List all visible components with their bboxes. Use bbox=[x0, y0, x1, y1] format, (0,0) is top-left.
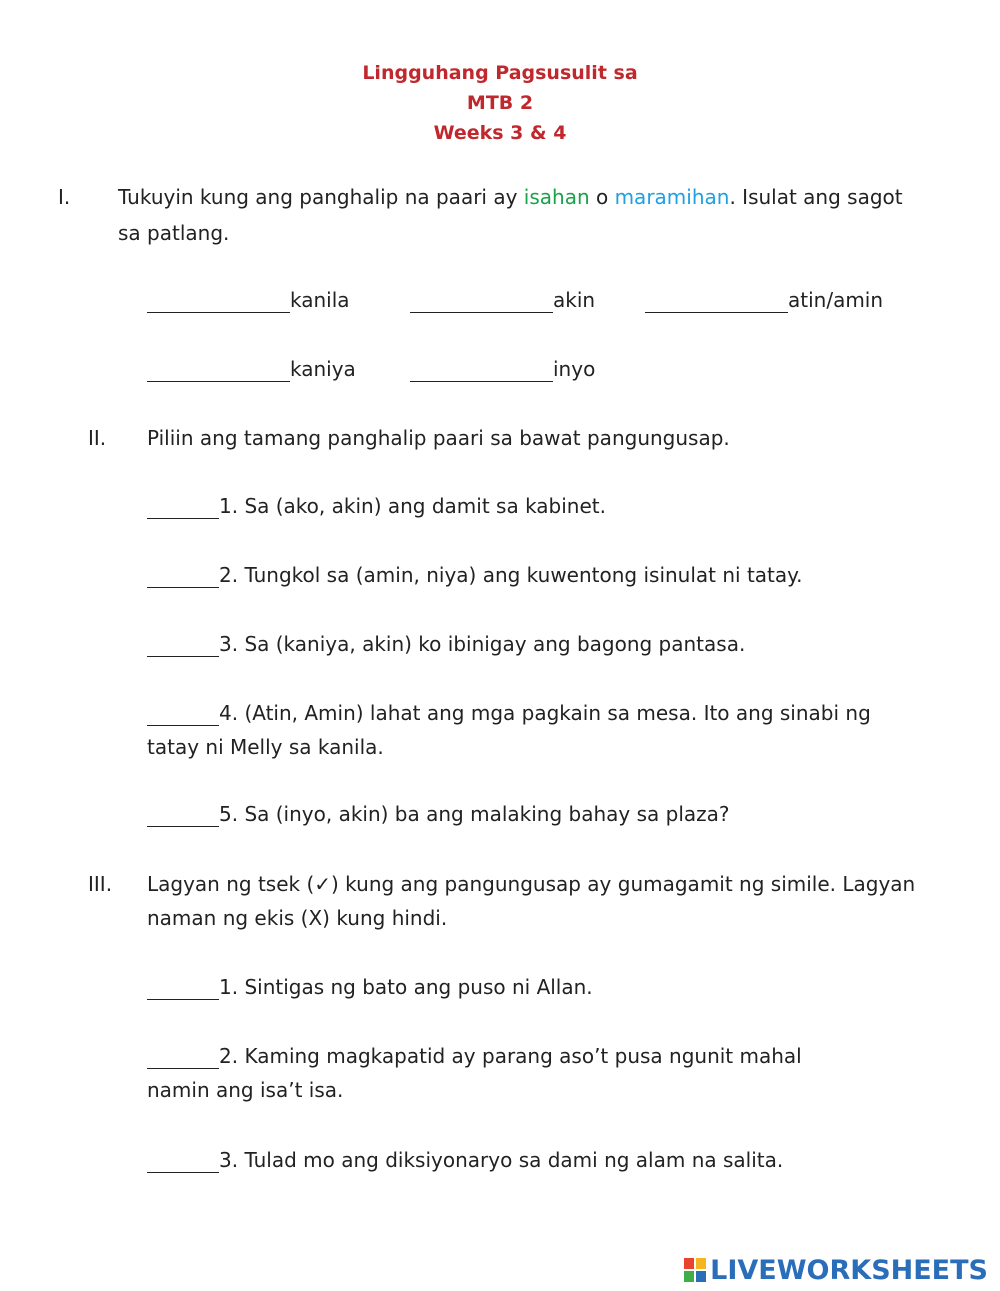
instruction-text-o: o bbox=[589, 185, 615, 209]
question-item bbox=[147, 489, 606, 523]
title-line-2: MTB 2 bbox=[466, 92, 534, 114]
question-text: 3. Sa (kaniya, akin) ko ibinigay ang bagong pantasa. bbox=[219, 632, 746, 656]
question-text: 5. Sa (inyo, akin) ba ang malaking bahay sa plaza? bbox=[219, 802, 730, 826]
answer-item-atin-amin bbox=[645, 283, 883, 317]
answer-item-kaniya bbox=[147, 352, 356, 386]
word-label: atin/amin bbox=[788, 288, 884, 312]
logo-square-red bbox=[684, 1258, 694, 1269]
answer-blank[interactable] bbox=[410, 357, 553, 382]
answer-item-kanila bbox=[147, 283, 350, 317]
section-1-numeral: I. bbox=[58, 185, 71, 209]
question-text: 3. Tulad mo ang diksiyonaryo sa dami ng alam na salita. bbox=[219, 1148, 784, 1172]
word-maramihan: maramihan bbox=[614, 185, 730, 209]
question-text: 1. Sintigas ng bato ang puso ni Allan. bbox=[219, 975, 593, 999]
answer-item-inyo bbox=[410, 352, 595, 386]
question-text: 4. (Atin, Amin) lahat ang mga pagkain sa mesa. Ito ang sinabi ng bbox=[219, 701, 871, 725]
question-text: 2. Kaming magkapatid ay parang aso’t pusa ngunit mahal bbox=[219, 1044, 802, 1068]
answer-blank[interactable] bbox=[147, 802, 219, 827]
answer-blank[interactable] bbox=[147, 563, 219, 588]
worksheet-title bbox=[0, 58, 1000, 148]
answer-blank[interactable] bbox=[147, 1148, 219, 1173]
word-label: kaniya bbox=[290, 357, 356, 381]
word-label: kanila bbox=[290, 288, 350, 312]
section-2-instruction: Piliin ang tamang panghalip paari sa bawat pangungusap. bbox=[147, 426, 730, 450]
answer-blank[interactable] bbox=[147, 632, 219, 657]
answer-blank[interactable] bbox=[147, 701, 219, 726]
word-label: inyo bbox=[553, 357, 596, 381]
word-isahan: isahan bbox=[523, 185, 590, 209]
question-item bbox=[147, 797, 730, 831]
answer-blank[interactable] bbox=[645, 288, 788, 313]
question-item bbox=[147, 1039, 802, 1073]
question-text-continued: tatay ni Melly sa kanila. bbox=[147, 735, 384, 759]
question-item bbox=[147, 970, 593, 1004]
answer-blank[interactable] bbox=[147, 288, 290, 313]
question-text: 1. Sa (ako, akin) ang damit sa kabinet. bbox=[219, 494, 606, 518]
question-item bbox=[147, 558, 803, 592]
section-1-instruction bbox=[118, 180, 903, 214]
section-1-instruction-line-2: sa patlang. bbox=[118, 221, 230, 245]
question-item bbox=[147, 627, 745, 661]
answer-blank[interactable] bbox=[147, 1044, 219, 1069]
question-item bbox=[147, 696, 871, 730]
section-3-instruction: Lagyan ng tsek (✓) kung ang pangungusap ay gumagamit ng simile. Lagyan bbox=[147, 872, 916, 896]
liveworksheets-brand bbox=[684, 1253, 988, 1287]
logo-square-green bbox=[684, 1271, 694, 1282]
section-3-numeral: III. bbox=[88, 872, 113, 896]
question-text: 2. Tungkol sa (amin, niya) ang kuwentong isinulat ni tatay. bbox=[219, 563, 803, 587]
question-item bbox=[147, 1143, 783, 1177]
answer-blank[interactable] bbox=[147, 975, 219, 1000]
word-label: akin bbox=[553, 288, 596, 312]
section-3-instruction-line-2: naman ng ekis (X) kung hindi. bbox=[147, 906, 448, 930]
answer-item-akin bbox=[410, 283, 595, 317]
answer-blank[interactable] bbox=[147, 494, 219, 519]
brand-name: LIVEWORKSHEETS bbox=[710, 1254, 988, 1286]
logo-square-blue bbox=[696, 1271, 706, 1282]
title-line-3: Weeks 3 & 4 bbox=[433, 122, 567, 144]
section-2-numeral: II. bbox=[88, 426, 107, 450]
liveworksheets-logo-icon bbox=[684, 1258, 706, 1282]
instruction-text-a: Tukuyin kung ang panghalip na paari ay bbox=[118, 185, 524, 209]
instruction-text-b: . Isulat ang sagot bbox=[729, 185, 903, 209]
answer-blank[interactable] bbox=[147, 357, 290, 382]
question-text-continued: namin ang isa’t isa. bbox=[147, 1078, 344, 1102]
answer-blank[interactable] bbox=[410, 288, 553, 313]
logo-square-yellow bbox=[696, 1258, 706, 1269]
title-line-1: Lingguhang Pagsusulit sa bbox=[362, 62, 638, 84]
